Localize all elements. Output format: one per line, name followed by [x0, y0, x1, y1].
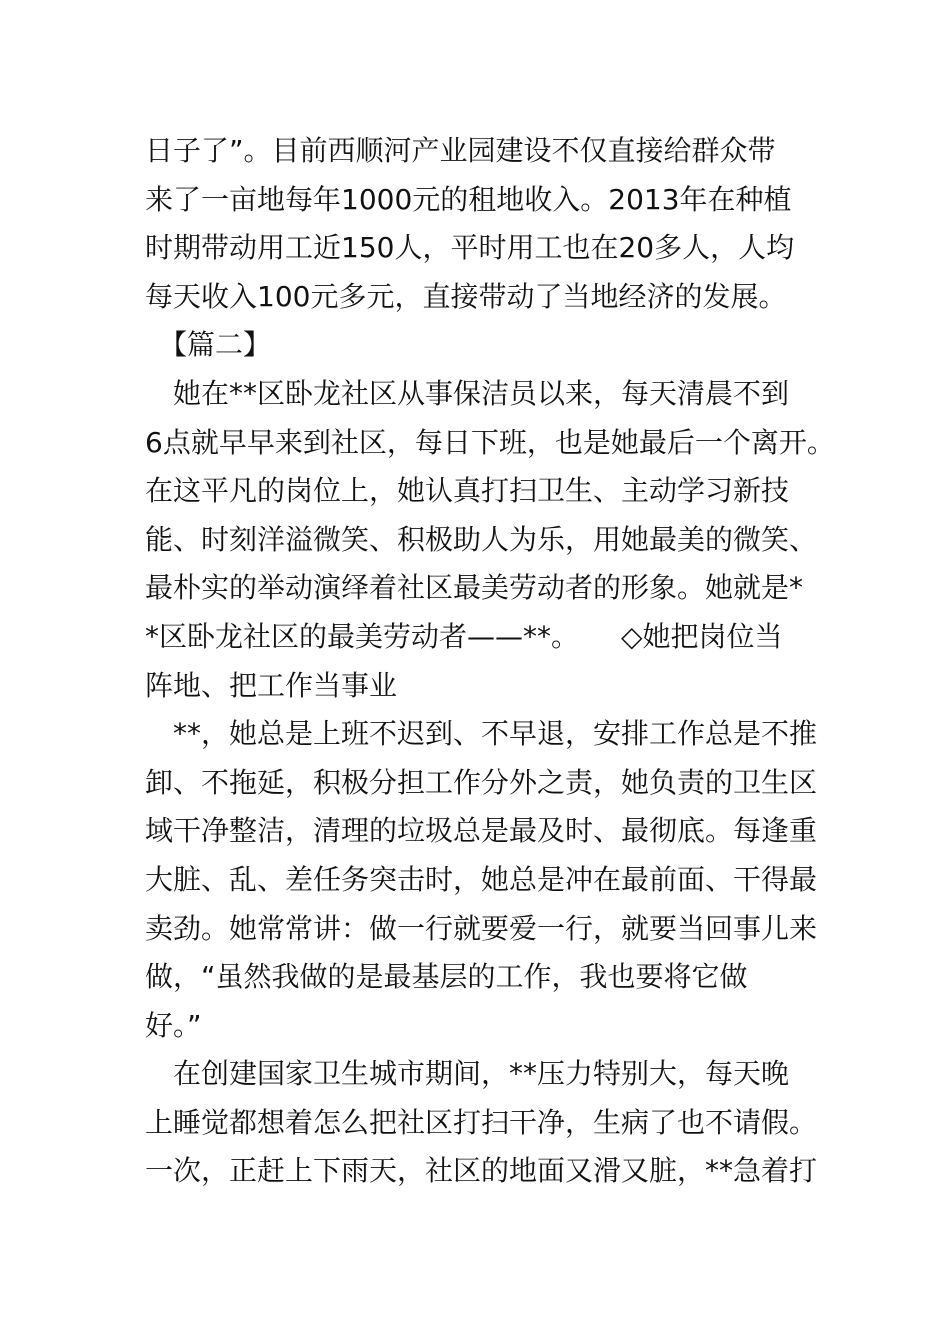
- text-line: 阵地、把工作当事业: [145, 668, 398, 702]
- text-line: 卸、不拖延，积极分担工作分外之责，她负责的卫生区: [145, 765, 818, 799]
- text-line: 好。”: [145, 1008, 202, 1042]
- document-body: [145, 127, 835, 1196]
- text-line: 日子了”。目前西顺河产业园建设不仅直接给群众带: [145, 134, 776, 167]
- text-line: 卖劲。她常常讲：做一行就要爱一行，就要当回事儿来: [145, 911, 818, 945]
- text-line: 她在**区卧龙社区从事保洁员以来，每天清晨不到: [145, 376, 790, 410]
- text-line: 上睡觉都想着怎么把社区打扫干净，生病了也不请假。: [145, 1105, 818, 1139]
- section-heading: 【篇二】: [145, 328, 272, 362]
- text-line: 做，“虽然我做的是最基层的工作，我也要将它做: [145, 960, 748, 994]
- text-line: 一次，正赶上下雨天，社区的地面又滑又脏，**急着打: [145, 1154, 818, 1188]
- text-line: 域干净整洁，清理的垃圾总是最及时、最彻底。每逢重: [145, 814, 818, 848]
- text-line: 在创建国家卫生城市期间，**压力特别大，每天晚: [145, 1057, 790, 1091]
- text-line: 每天收入100元多元，直接带动了当地经济的发展。: [145, 279, 787, 313]
- text-line: **，她总是上班不迟到、不早退，安排工作总是不推: [145, 717, 818, 751]
- text-line: *区卧龙社区的最美劳动者——**。 ◇她把岗位当: [145, 619, 783, 653]
- text-line: 在这平凡的岗位上，她认真打扫卫生、主动学习新技: [145, 474, 790, 508]
- text-line: 能、时刻洋溢微笑、积极助人为乐，用她最美的微笑、: [145, 522, 818, 556]
- text-line: 大脏、乱、差任务突击时，她总是冲在最前面、干得最: [145, 862, 818, 896]
- text-line: 时期带动用工近150人，平时用工也在20多人，人均: [145, 231, 795, 265]
- text-line: 6点就早早来到社区，每日下班，也是她最后一个离开。: [145, 425, 835, 459]
- text-line: 来了一亩地每年1000元的租地收入。2013年在种植: [145, 182, 792, 216]
- text-line: 最朴实的举动演绎着社区最美劳动者的形象。她就是*: [145, 571, 804, 605]
